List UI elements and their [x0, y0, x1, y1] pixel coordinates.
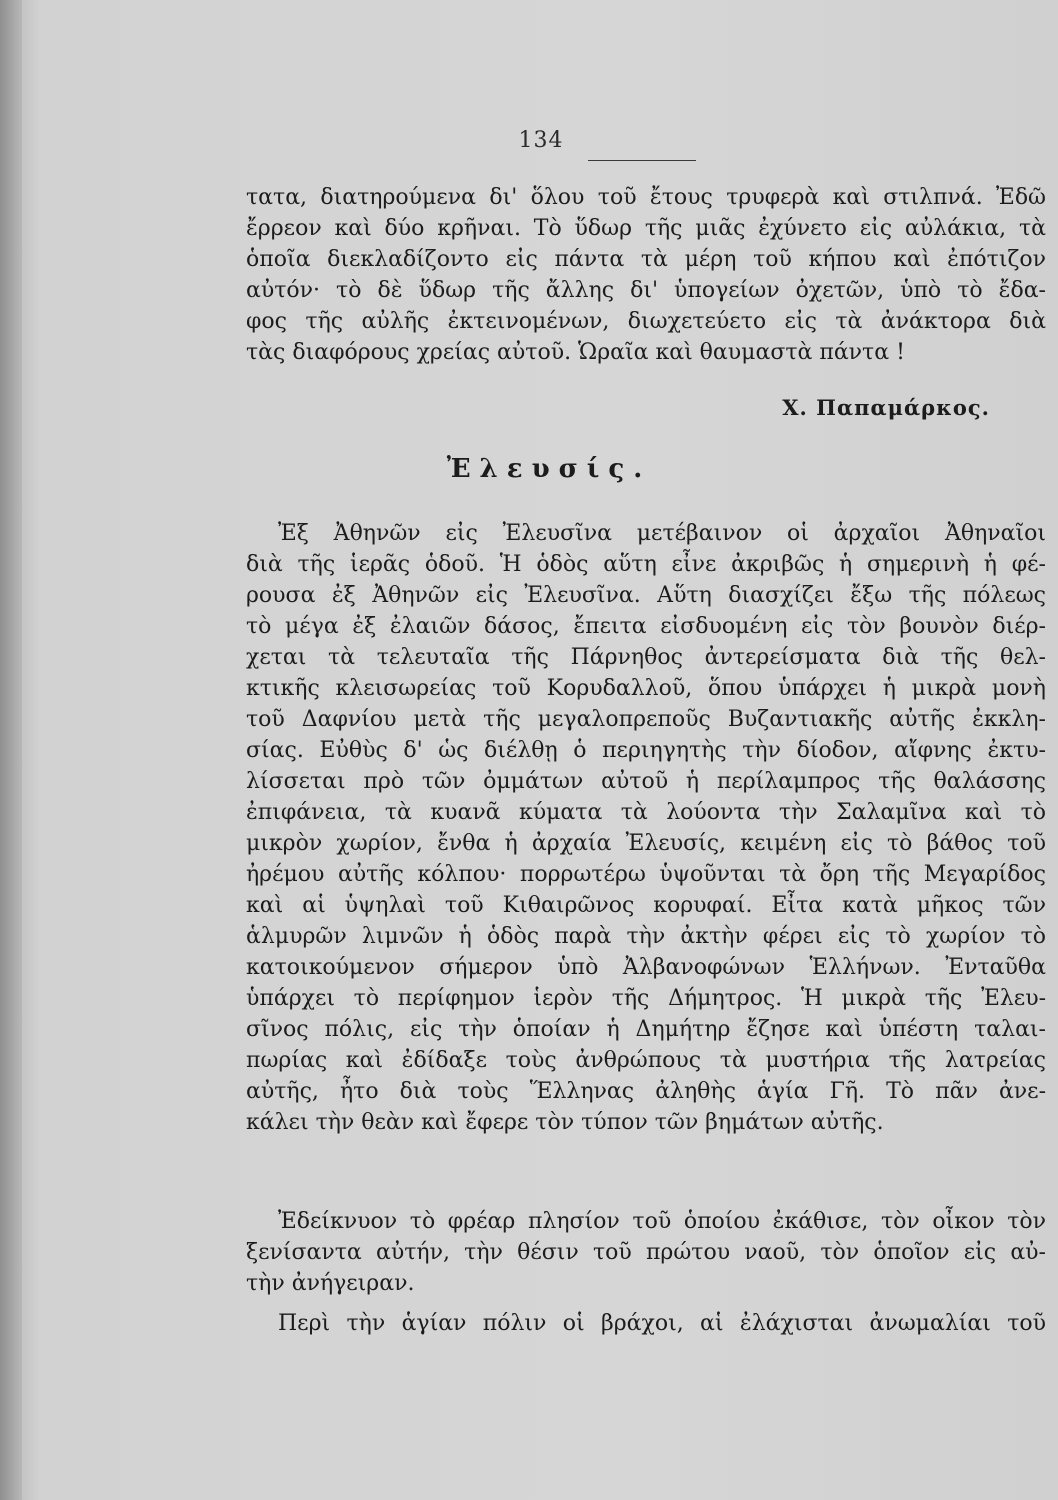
- text-line: ἠρέμου αὐτῆς κόλπου· πορρωτέρω ὑψοῦνται τὰ ὄρη τῆς Μεγαρίδος: [246, 862, 1046, 887]
- text-line: Ἐδείκνυον τὸ φρέαρ πλησίον τοῦ ὁποίου ἐκάθισε, τὸν οἶκον τὸν: [278, 1209, 1046, 1234]
- book-spine-shadow: [0, 0, 22, 1500]
- text-line: αὐτόν· τὸ δὲ ὕδωρ τῆς ἄλλης δι' ὑπογείων ὀχετῶν, ὑπὸ τὸ ἔδα-: [246, 278, 1046, 303]
- text-line: Ἐξ Ἀθηνῶν εἰς Ἐλευσῖνα μετέβαινον οἱ ἀρχαῖοι Ἀθηναῖοι: [278, 521, 1046, 546]
- text-line: κάλει τὴν θεὰν καὶ ἔφερε τὸν τύπον τῶν βημάτων αὐτῆς.: [246, 1110, 884, 1135]
- text-line: Περὶ τὴν ἁγίαν πόλιν οἱ βράχοι, αἱ ἐλάχισται ἀνωμαλίαι τοῦ: [278, 1311, 1046, 1336]
- continuation-paragraph: [246, 182, 1046, 368]
- text-line: χεται τὰ τελευταῖα τῆς Πάρνηθος ἀντερείσματα διὰ τῆς θελ-: [246, 645, 1046, 670]
- page-number: 134: [518, 128, 564, 153]
- text-line: διὰ τῆς ἱερᾶς ὁδοῦ. Ἡ ὁδὸς αὕτη εἶνε ἀκριβῶς ἡ σημερινὴ ἡ φέ-: [246, 552, 1046, 577]
- text-line: ξενίσαντα αὐτήν, τὴν θέσιν τοῦ πρώτου ναοῦ, τὸν ὁποῖον εἰς αὐ-: [246, 1240, 1046, 1265]
- page-number-rule: [588, 160, 696, 161]
- text-line: κτικῆς κλεισωρείας τοῦ Κορυδαλλοῦ, ὅπου ὑπάρχει ἡ μικρὰ μονὴ: [246, 676, 1046, 701]
- text-line: τοῦ Δαφνίου μετὰ τῆς μεγαλοπρεποῦς Βυζαντιακῆς αὐτῆς ἐκκλη-: [246, 707, 1046, 732]
- text-line: πωρίας καὶ ἐδίδαξε τοὺς ἀνθρώπους τὰ μυστήρια τῆς λατρείας: [246, 1048, 1046, 1073]
- text-line: καὶ αἱ ὑψηλαὶ τοῦ Κιθαιρῶνος κορυφαί. Εἶτα κατὰ μῆκος τῶν: [246, 893, 1046, 918]
- text-line: φος τῆς αὐλῆς ἐκτεινομένων, διωχετεύετο εἰς τὰ ἀνάκτορα διὰ: [246, 309, 1046, 334]
- paragraph-2: [246, 1206, 1046, 1299]
- text-line: τὰς διαφόρους χρείας αὐτοῦ. Ὡραῖα καὶ θαυμαστὰ πάντα !: [246, 340, 905, 365]
- text-line: ρουσα ἐξ Ἀθηνῶν εἰς Ἐλευσῖνα. Αὕτη διασχίζει ἔξω τῆς πόλεως: [246, 583, 1046, 608]
- text-line: τατα, διατηρούμενα δι' ὅλου τοῦ ἔτους τρυφερὰ καὶ στιλπνά. Ἐδῶ: [246, 185, 1046, 210]
- text-line: ἐπιφάνεια, τὰ κυανᾶ κύματα τὰ λούοντα τὴν Σαλαμῖνα καὶ τὸ: [246, 800, 1046, 825]
- text-line: τὸ μέγα ἐξ ἐλαιῶν δάσος, ἔπειτα εἰσδυομένη εἰς τὸν βουνὸν διέρ-: [246, 614, 1046, 639]
- text-line: αὐτῆς, ἦτο διὰ τοὺς Ἕλληνας ἀληθὴς ἁγία Γῆ. Τὸ πᾶν ἀνε-: [246, 1079, 1046, 1104]
- text-line: σίας. Εὐθὺς δ' ὡς διέλθῃ ὁ περιηγητὴς τὴν δίοδον, αἴφνης ἐκτυ-: [246, 738, 1046, 763]
- text-line: κατοικούμενον σήμερον ὑπὸ Ἀλβανοφώνων Ἑλλήνων. Ἐνταῦθα: [246, 955, 1046, 980]
- text-line: ὁποῖα διεκλαδίζοντο εἰς πάντα τὰ μέρη τοῦ κήπου καὶ ἐπότιζον: [246, 247, 1046, 272]
- paragraph-3: [246, 1308, 1046, 1339]
- text-line: σῖνος πόλις, εἰς τὴν ὁποίαν ἡ Δημήτηρ ἔζησε καὶ ὑπέστη ταλαι-: [246, 1017, 1046, 1042]
- paragraph-1: [246, 518, 1046, 1138]
- text-line: μικρὸν χωρίον, ἔνθα ἡ ἀρχαία Ἐλευσίς, κειμένη εἰς τὸ βάθος τοῦ: [246, 831, 1046, 856]
- text-line: ἁλμυρῶν λιμνῶν ἡ ὁδὸς παρὰ τὴν ἀκτὴν φέρει εἰς τὸ χωρίον τὸ: [246, 924, 1046, 949]
- text-line: ἔρρεον καὶ δύο κρῆναι. Τὸ ὕδωρ τῆς μιᾶς ἐχύνετο εἰς αὐλάκια, τὰ: [246, 216, 1046, 241]
- text-line: ὑπάρχει τὸ περίφημον ἱερὸν τῆς Δήμητρος. Ἡ μικρὰ τῆς Ἐλευ-: [246, 986, 1046, 1011]
- section-title: Ἐλευσίς.: [446, 454, 652, 484]
- text-line: τὴν ἀνήγειραν.: [246, 1271, 415, 1296]
- author-signature: Χ. Παπαμάρκος.: [782, 395, 990, 420]
- text-line: λίσσεται πρὸ τῶν ὀμμάτων αὐτοῦ ἡ περίλαμπρος τῆς θαλάσσης: [246, 769, 1046, 794]
